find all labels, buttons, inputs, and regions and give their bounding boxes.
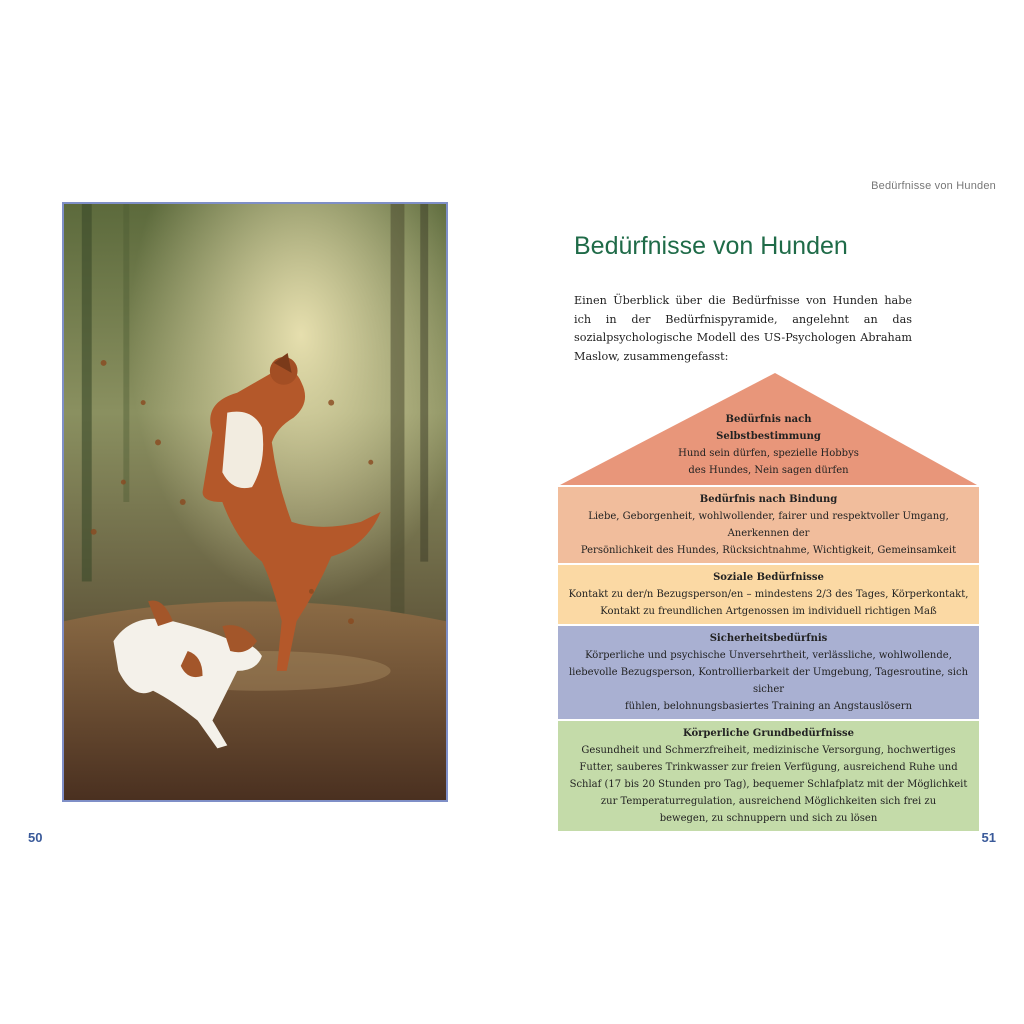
tier-line: Liebe, Geborgenheit, wohlwollender, fairer und respektvoller Umgang, Anerkennen der [588,511,949,539]
tier-title: Bedürfnis nach Bindung [699,494,838,505]
needs-pyramid [558,373,979,831]
pyramid-top-tier [558,373,979,485]
pyramid-top-body: Hund sein dürfen, spezielle Hobbys [678,448,859,459]
page-number-right: 51 [981,830,996,845]
tier-line: Persönlichkeit des Hundes, Rücksichtnahme, Wichtigkeit, Gemeinsamkeit [580,545,957,556]
page-number-left: 50 [28,830,43,845]
tier-line: fühlen, belohnungsbasiertes Training an Angstauslösern [624,701,913,712]
pyramid-top-title: Selbstbestimmung [716,431,821,442]
dogs-photo-icon [64,204,446,800]
pyramid-tier-soziale [558,563,979,624]
tier-title: Soziale Bedürfnisse [713,572,824,583]
pyramid-tier-bindung [558,485,979,563]
pyramid-tier-koerperlich [558,719,979,831]
tier-line: Kontakt zu der/n Bezugsperson/en – mindestens 2/3 des Tages, Körperkontakt, [568,589,969,600]
tier-title: Körperliche Grundbedürfnisse [682,728,855,739]
intro-paragraph: Einen Überblick über die Bedürfnisse von Hunden habe ich in der Bedürfnispyramide, angelehnt an das sozialpsychologische Modell des US-Psychologen Abraham Maslow, zusammengefasst: [574,294,912,363]
tier-line: Futter, sauberes Trinkwasser zur freien Verfügung, ausreichend Ruhe und [579,762,958,773]
dogs-photo [62,202,448,802]
tier-title: Sicherheitsbedürfnis [709,633,828,644]
pyramid-top-body: des Hundes, Nein sagen dürfen [688,465,849,476]
tier-line: bewegen, zu schnuppern und sich zu lösen [659,813,878,824]
tier-line: Kontakt zu freundlichen Artgenossen im individuell richtigen Maß [600,606,937,617]
tier-line: Gesundheit und Schmerzfreiheit, medizinische Versorgung, hochwertiges [581,745,956,756]
pyramid-top-title: Bedürfnis nach [725,414,812,425]
tier-line: liebevolle Bezugsperson, Kontrollierbarkeit der Umgebung, Tagesroutine, sich sicher [568,667,969,695]
running-header: Bedürfnisse von Hunden [871,180,996,192]
page-title: Bedürfnisse von Hunden [574,232,848,260]
pyramid-tier-sicherheit [558,624,979,719]
tier-line: Schlaf (17 bis 20 Stunden pro Tag), bequemer Schlafplatz mit der Möglichkeit [569,779,968,790]
tier-line: Körperliche und psychische Unversehrtheit, verlässliche, wohlwollende, [585,650,952,661]
tier-line: zur Temperaturregulation, ausreichend Möglichkeiten sich frei zu [600,796,937,807]
